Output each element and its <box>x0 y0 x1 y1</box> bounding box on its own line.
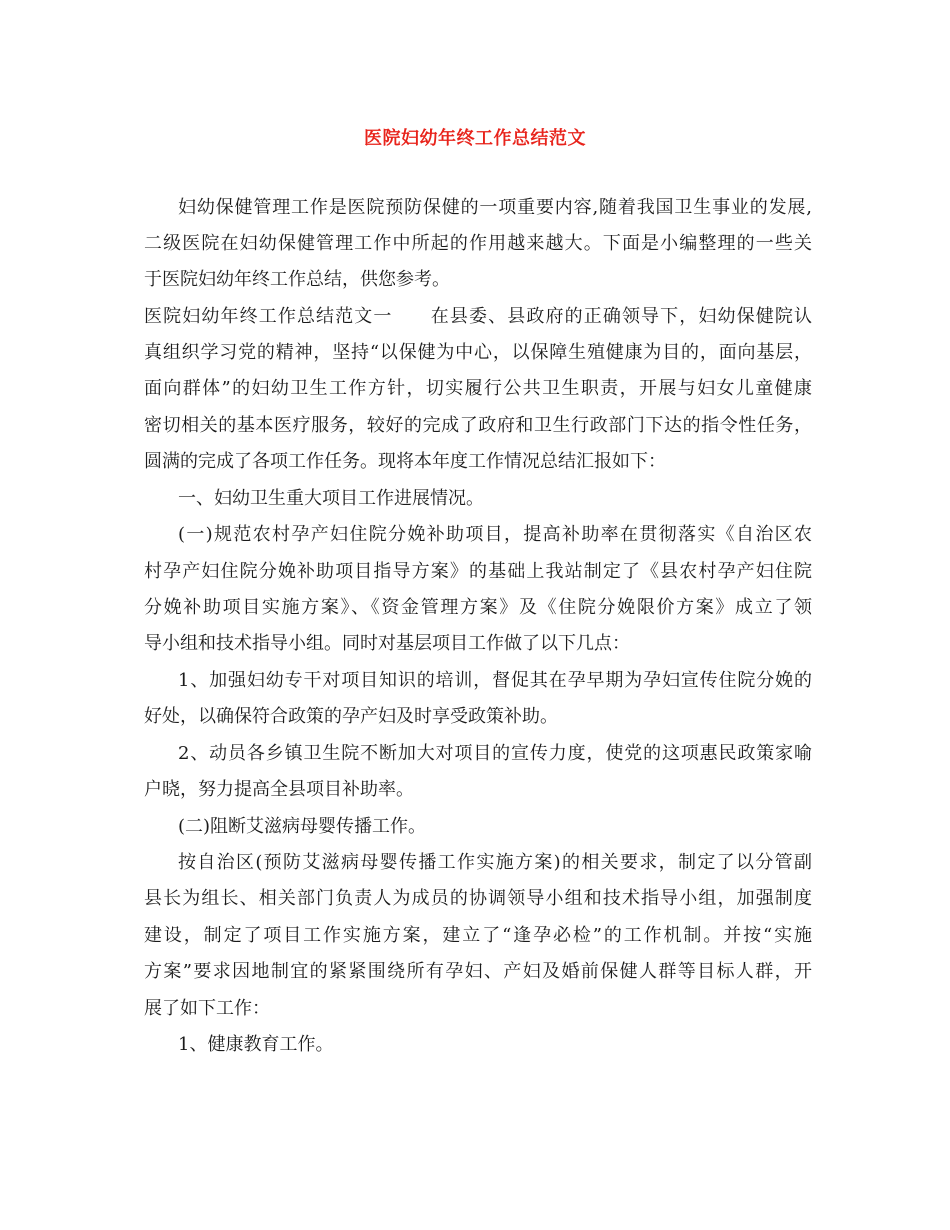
paragraph-line: 真组织学习党的精神，坚持“以保健为中心，以保障生殖健康为目的，面向基层， <box>144 342 812 363</box>
paragraph-line: 面向群体”的妇幼卫生工作方针，切实履行公共卫生职责，开展与妇女儿童健康 <box>144 378 812 399</box>
section-heading: 一、妇幼卫生重大项目工作进展情况。 <box>178 488 484 509</box>
paragraph-line: 2、动员各乡镇卫生院不断加大对项目的宣传力度，使党的这项惠民政策家喻 <box>178 743 812 764</box>
paragraph-line: 展了如下工作： <box>144 998 270 1019</box>
paragraph-line: 妇幼保健管理工作是医院预防保健的一项重要内容,随着我国卫生事业的发展, <box>178 197 812 218</box>
section-heading: 1、健康教育工作。 <box>178 1034 334 1055</box>
paragraph-line: 圆满的完成了各项工作任务。现将本年度工作情况总结汇报如下： <box>144 451 666 472</box>
paragraph-line: 村孕产妇住院分娩补助项目指导方案》的基础上我站制定了《县农村孕产妇住院 <box>144 561 812 582</box>
section-heading: (二)阻断艾滋病母婴传播工作。 <box>178 816 427 837</box>
paragraph-line: 建设，制定了项目工作实施方案，建立了“逢孕必检”的工作机制。并按“实施 <box>144 925 812 946</box>
paragraph-line: 医院妇幼年终工作总结范文一 在县委、县政府的正确领导下，妇幼保健院认 <box>144 306 812 327</box>
paragraph-line: 导小组和技术指导小组。同时对基层项目工作做了以下几点： <box>144 633 630 654</box>
paragraph-line: (一)规范农村孕产妇住院分娩补助项目，提高补助率在贯彻落实《自治区农 <box>178 524 812 545</box>
paragraph-line: 1、加强妇幼专干对项目知识的培训，督促其在孕早期为孕妇宣传住院分娩的 <box>178 670 812 691</box>
paragraph-line: 于医院妇幼年终工作总结，供您参考。 <box>144 269 450 290</box>
document-title: 医院妇幼年终工作总结范文 <box>364 128 586 149</box>
paragraph-line: 好处，以确保符合政策的孕产妇及时享受政策补助。 <box>144 706 558 727</box>
paragraph-line: 分娩补助项目实施方案》、《资金管理方案》及《住院分娩限价方案》成立了领 <box>144 597 812 618</box>
paragraph-line: 方案”要求因地制宜的紧紧围绕所有孕妇、产妇及婚前保健人群等目标人群，开 <box>144 961 812 982</box>
paragraph-line: 密切相关的基本医疗服务，较好的完成了政府和卫生行政部门下达的指令性任务， <box>144 415 812 436</box>
paragraph-line: 户晓，努力提高全县项目补助率。 <box>144 779 414 800</box>
paragraph-line: 按自治区(预防艾滋病母婴传播工作实施方案)的相关要求，制定了以分管副 <box>178 852 812 873</box>
paragraph-line: 县长为组长、相关部门负责人为成员的协调领导小组和技术指导小组，加强制度 <box>144 888 812 909</box>
paragraph-line: 二级医院在妇幼保健管理工作中所起的作用越来越大。下面是小编整理的一些关 <box>144 233 812 254</box>
